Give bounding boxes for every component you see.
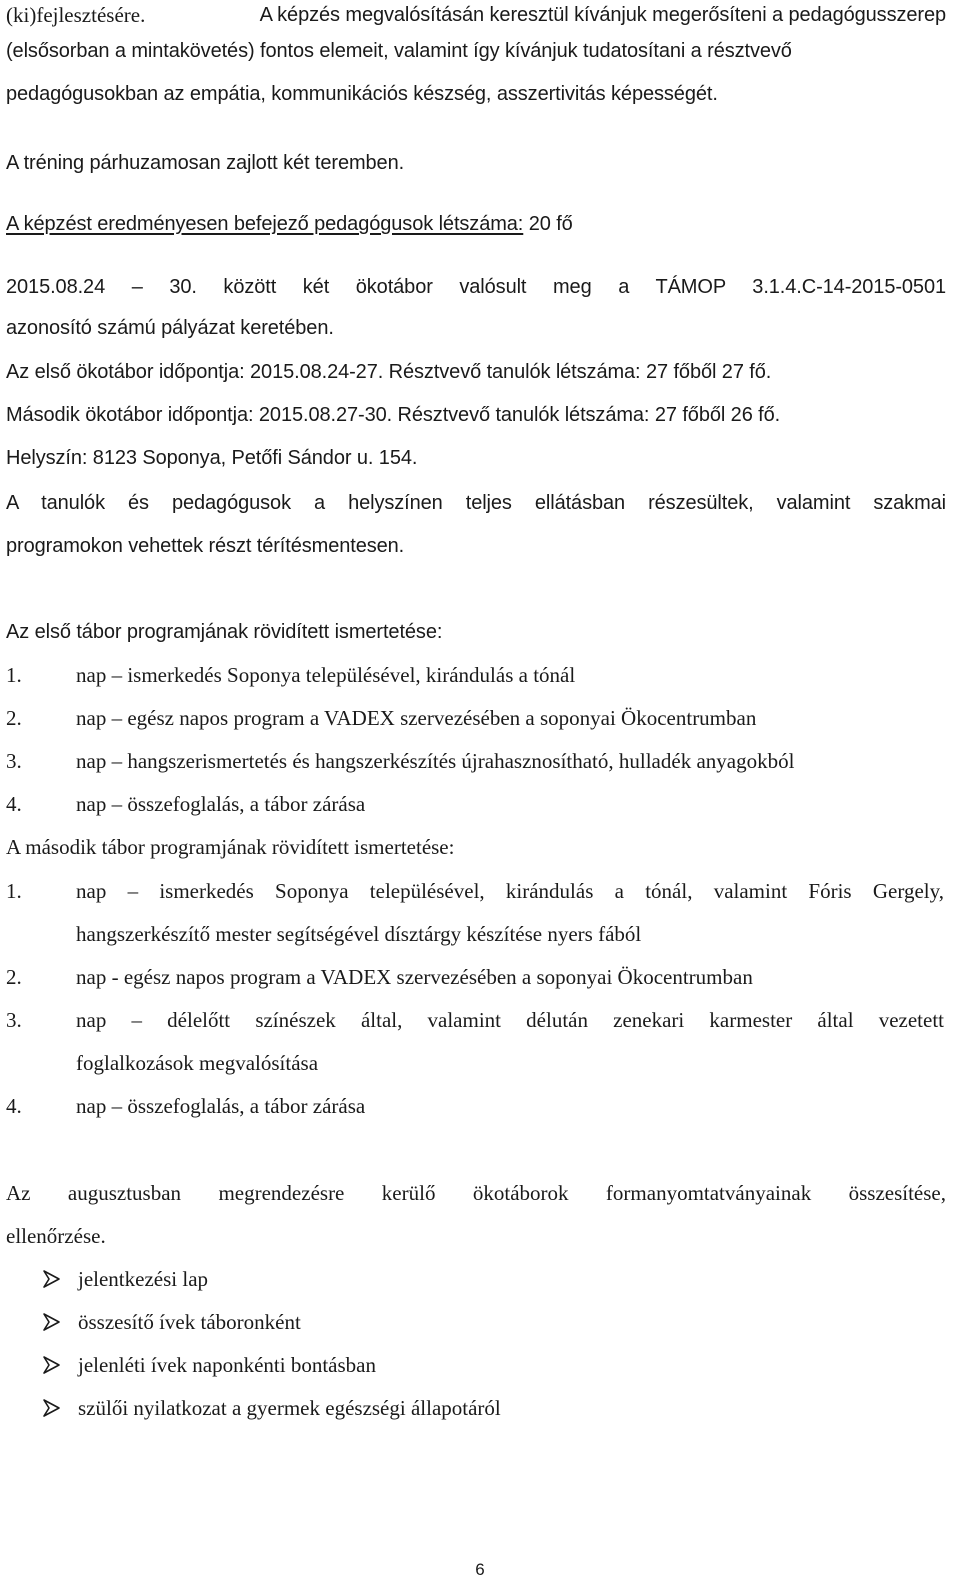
bullet-text: jelenléti ívek naponkénti bontásban [78, 1353, 376, 1377]
list-text: nap – hangszerismertetés és hangszerkészítés újrahasznosítható, hulladék anyagokból [76, 749, 795, 773]
list-text-continuation: hangszerkészítő mester segítségével dísztárgy készítése nyers fából [76, 922, 642, 946]
list-number: 2. [6, 706, 22, 730]
paragraph-line: programokon vehettek részt térítésmentesen. [6, 535, 405, 557]
list-number: 3. [6, 749, 22, 773]
bullet-text: összesítő ívek táboronként [78, 1310, 301, 1334]
bullet-text: jelentkezési lap [78, 1267, 209, 1291]
bullet-text: szülői nyilatkozat a gyermek egészségi állapotáról [78, 1396, 501, 1420]
text-fragment: A képzés megvalósításán keresztül kívánjuk megerősíteni a pedagógusszerep [259, 4, 946, 26]
list-text: nap – ismerkedés Soponya településével, kirándulás a tónál [76, 663, 576, 687]
list-number: 2. [6, 965, 22, 989]
underlined-label: A képzést eredményesen befejező pedagógusok létszáma: [6, 213, 524, 235]
list-text: nap – ismerkedés Soponya településével, kirándulás a tónál, valamint Fóris Gergely, [76, 879, 944, 903]
arrowhead-bullet-icon [42, 1355, 62, 1375]
list-number: 4. [6, 792, 22, 816]
paragraph-line: Az első ökotábor időpontja: 2015.08.24-27. Résztvevő tanulók létszáma: 27 főből 27 fő. [6, 361, 772, 383]
list-number: 3. [6, 1008, 22, 1032]
list-number: 4. [6, 1094, 22, 1118]
paragraph-line: A tréning párhuzamosan zajlott két teremben. [6, 152, 405, 174]
list-number: 1. [6, 663, 22, 687]
paragraph-line: 2015.08.24 – 30. között két ökotábor valósult meg a TÁMOP 3.1.4.C-14-2015-0501 [6, 276, 946, 298]
participant-count-line [6, 211, 573, 237]
list-text: nap – délelőtt színészek által, valamint délután zenekari karmester által vezetett [76, 1008, 944, 1032]
paragraph-line: Helyszín: 8123 Soponya, Petőfi Sándor u. 154. [6, 447, 418, 469]
camp2-heading: A második tábor programjának rövidített ismertetése: [6, 835, 455, 859]
list-text-continuation: foglalkozások megvalósítása [76, 1051, 319, 1075]
text-fragment: (ki)fejlesztésére. [6, 3, 146, 27]
camp1-heading: Az első tábor programjának rövidített ismertetése: [6, 621, 443, 643]
paragraph-line: (elsősorban a mintakövetés) fontos elemeit, valamint így kívánjuk tudatosítani a résztvevő [6, 40, 792, 62]
paragraph-line: azonosító számú pályázat keretében. [6, 317, 334, 339]
paragraph-line [6, 2, 946, 28]
paragraph-line: ellenőrzése. [6, 1224, 106, 1248]
list-text: nap – egész napos program a VADEX szervezésében a soponyai Ökocentrumban [76, 706, 757, 730]
paragraph-line: Az augusztusban megrendezésre kerülő ökotáborok formanyomtatványainak összesítése, [6, 1181, 946, 1205]
arrowhead-bullet-icon [42, 1269, 62, 1289]
arrowhead-bullet-icon [42, 1398, 62, 1418]
list-number: 1. [6, 879, 22, 903]
participant-count-value: 20 fő [523, 213, 573, 235]
page-number: 6 [475, 1560, 485, 1579]
list-text: nap - egész napos program a VADEX szervezésében a soponyai Ökocentrumban [76, 965, 753, 989]
paragraph-line: pedagógusokban az empátia, kommunikációs készség, asszertivitás képességét. [6, 83, 718, 105]
arrowhead-bullet-icon [42, 1312, 62, 1332]
list-text: nap – összefoglalás, a tábor zárása [76, 792, 366, 816]
paragraph-line: Második ökotábor időpontja: 2015.08.27-30. Résztvevő tanulók létszáma: 27 főből 26 fő. [6, 404, 781, 426]
list-text: nap – összefoglalás, a tábor zárása [76, 1094, 366, 1118]
paragraph-line: A tanulók és pedagógusok a helyszínen teljes ellátásban részesültek, valamint szakmai [6, 492, 946, 514]
